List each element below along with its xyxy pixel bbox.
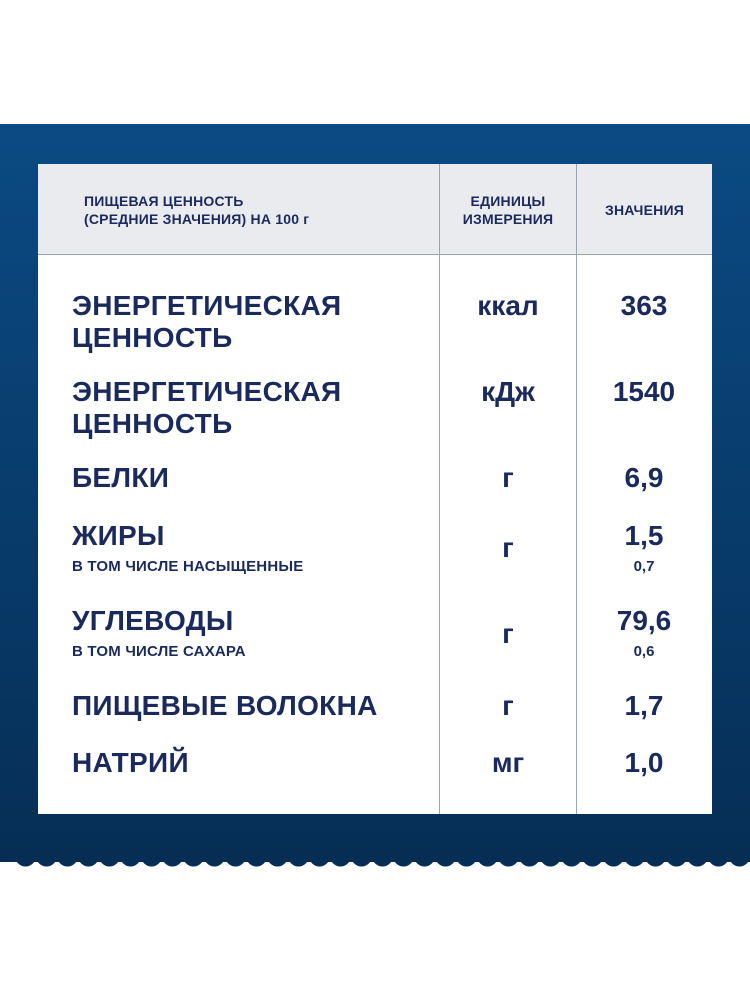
header-nutrition-title (84, 192, 309, 228)
header-title-line: (СРЕДНИЕ ЗНАЧЕНИЯ) НА 100 г (84, 211, 310, 227)
row-carbs-value: 79,6 (616, 605, 672, 636)
row-fat-value: 1,5 (624, 520, 664, 551)
header-divider (38, 254, 712, 255)
row-name-line: ЦЕННОСТЬ (72, 322, 233, 353)
row-fiber-name: ПИЩЕВЫЕ ВОЛОКНА (72, 690, 378, 721)
row-carbs-subvalue: 0,6 (633, 643, 655, 660)
row-fiber-value: 1,7 (624, 690, 664, 721)
nutrition-table (38, 164, 712, 814)
row-energy-kcal-name (72, 290, 341, 354)
row-sodium-value: 1,0 (624, 747, 664, 778)
header-units (440, 192, 576, 228)
row-fiber-unit: г (502, 690, 514, 721)
row-energy-kcal-value: 363 (620, 290, 668, 321)
row-carbs-unit: г (502, 618, 514, 649)
header-values: ЗНАЧЕНИЯ (605, 202, 684, 218)
row-energy-kcal-unit: ккал (477, 290, 539, 321)
row-sodium-name: НАТРИЙ (72, 747, 189, 778)
row-energy-kj-value: 1540 (612, 376, 676, 407)
row-fat-name: ЖИРЫ (72, 520, 165, 551)
header-title-line: ПИЩЕВАЯ ЦЕННОСТЬ (84, 193, 244, 209)
row-fat-unit: г (502, 532, 514, 563)
row-carbs-sub: В ТОМ ЧИСЛЕ САХАРА (72, 643, 246, 660)
row-sodium-unit: мг (491, 747, 525, 778)
row-protein-name: БЕЛКИ (72, 462, 170, 493)
row-fat-sub: В ТОМ ЧИСЛЕ НАСЫЩЕННЫЕ (72, 558, 304, 575)
row-name-line: ЭНЕРГЕТИЧЕСКАЯ (72, 376, 342, 407)
row-carbs-name: УГЛЕВОДЫ (72, 605, 234, 636)
row-name-line: ЦЕННОСТЬ (72, 408, 233, 439)
header-units-line: ЕДИНИЦЫ (470, 193, 546, 209)
row-energy-kj-unit: кДж (481, 376, 535, 407)
row-name-line: ЭНЕРГЕТИЧЕСКАЯ (72, 290, 342, 321)
row-protein-value: 6,9 (624, 462, 664, 493)
scalloped-edge (0, 846, 750, 872)
row-energy-kj-name (72, 376, 341, 440)
row-protein-unit: г (502, 462, 514, 493)
header-units-line: ИЗМЕРЕНИЯ (462, 211, 554, 227)
row-fat-subvalue: 0,7 (633, 558, 655, 575)
